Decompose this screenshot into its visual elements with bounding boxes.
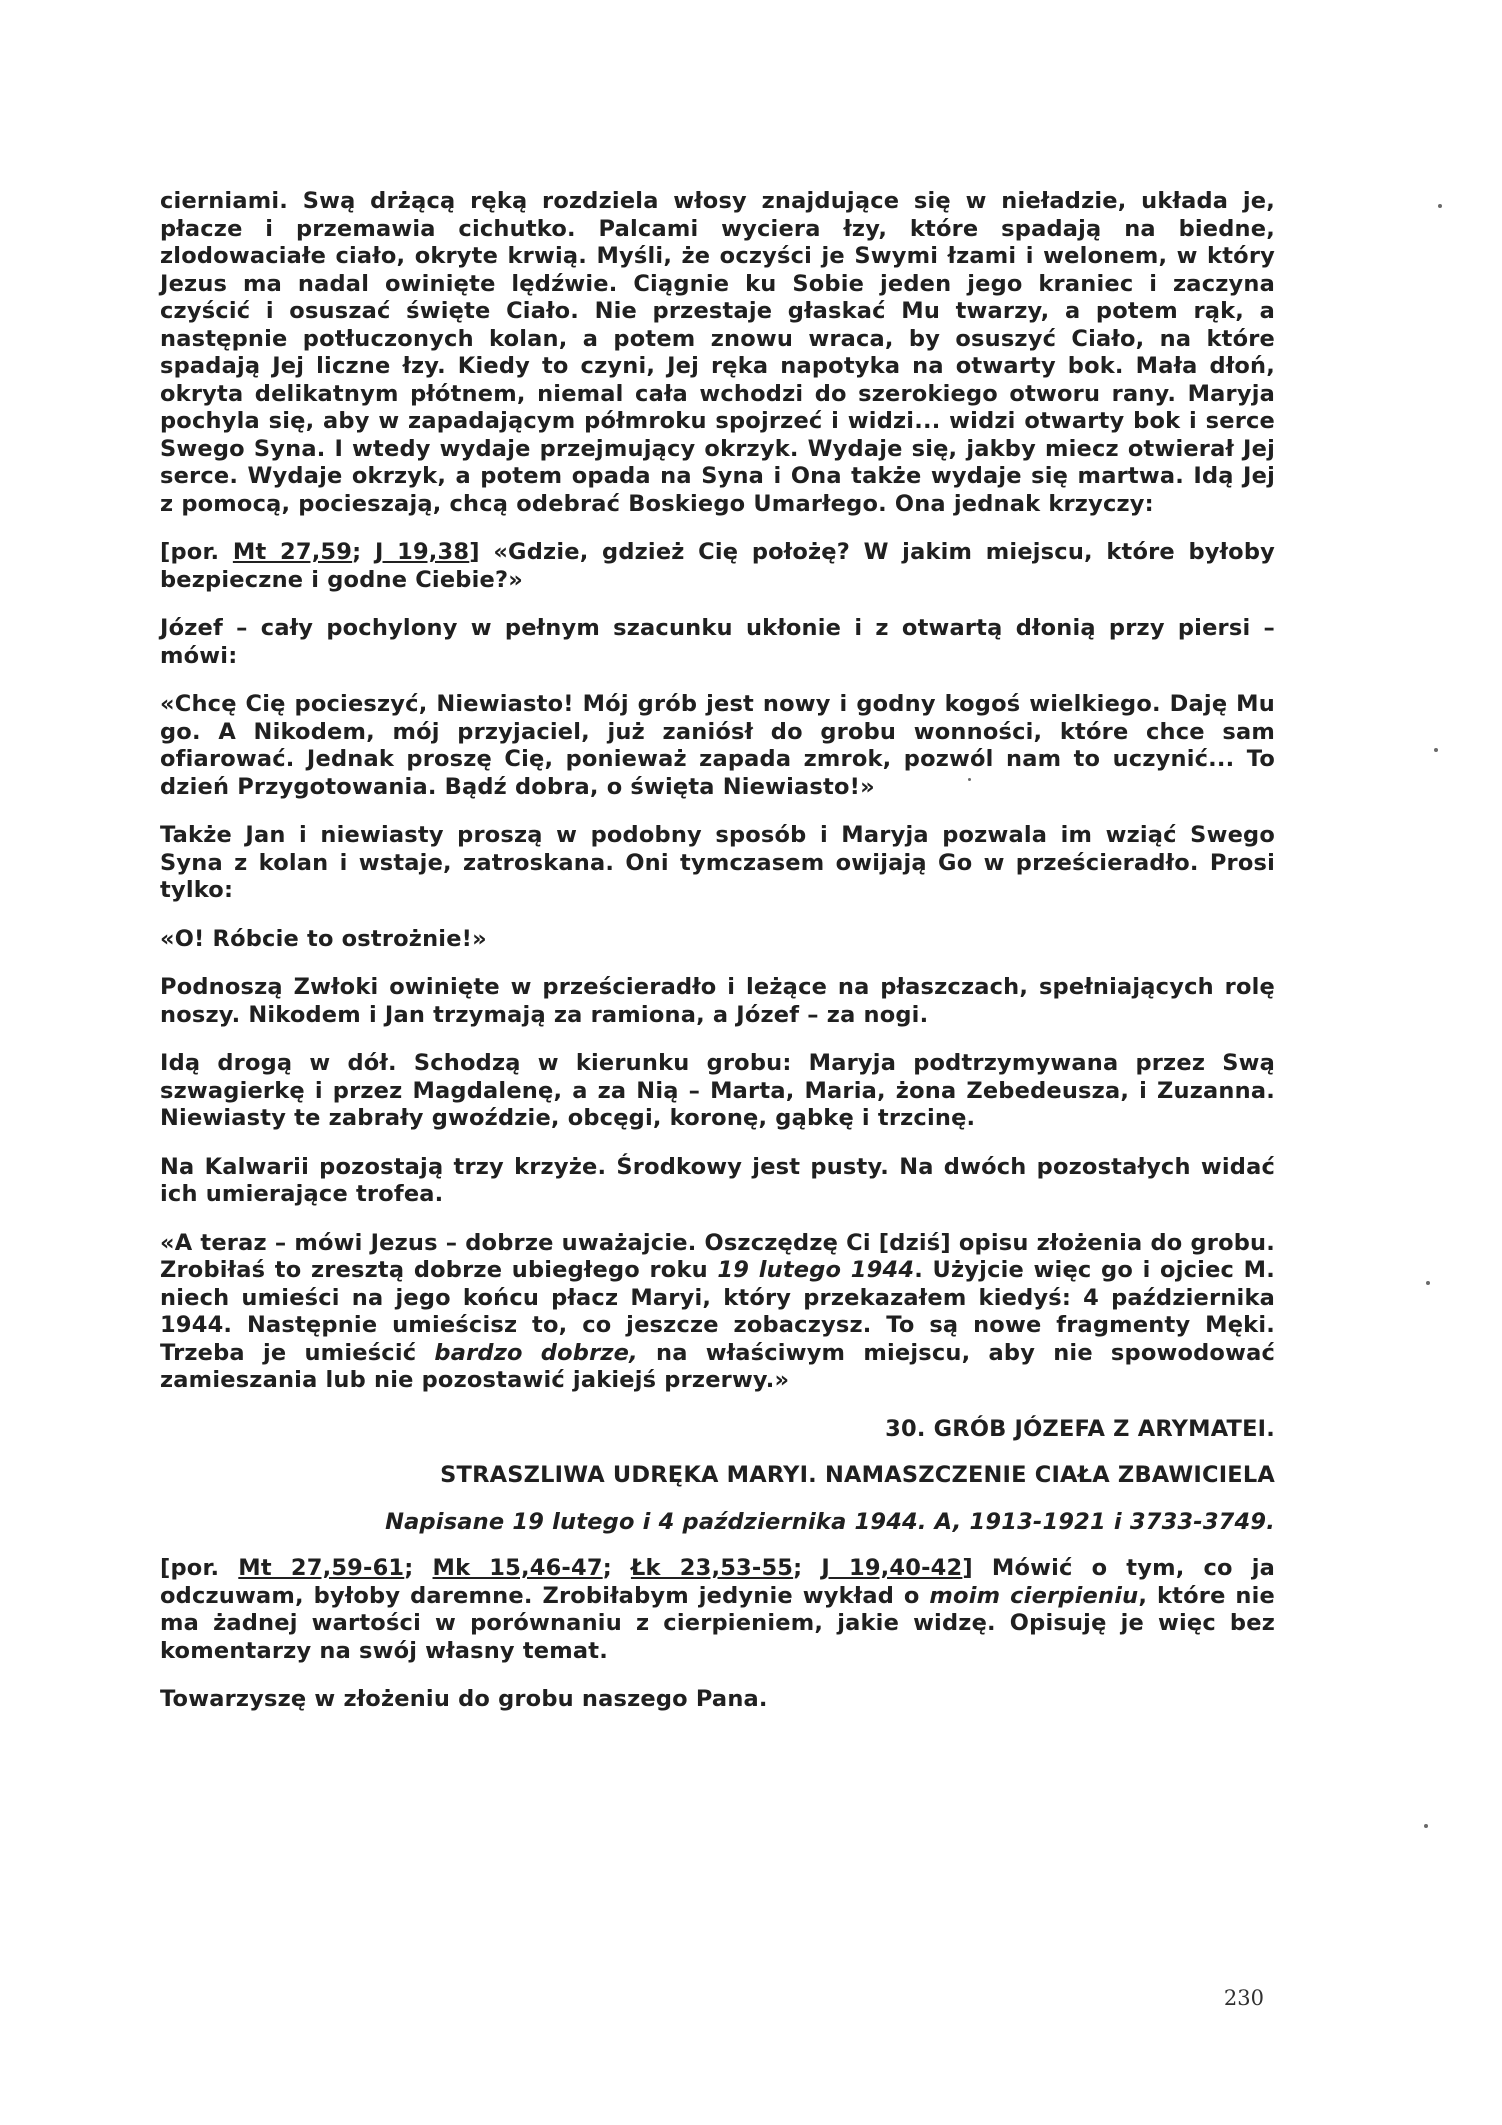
italic-emphasis: 19 lutego 1944 <box>717 1257 915 1283</box>
text-run: , które nie ma żadnej wartości w porównaniu z cierpieniem, jakie widzę. Opisuję je więc bez komentarzy na swój własny temat. <box>160 1582 1275 1664</box>
paragraph <box>160 1154 1275 1209</box>
text-column <box>160 188 1275 1735</box>
body-paragraphs <box>160 188 1275 1395</box>
chapter-title: 30. GRÓB JÓZEFA Z ARYMATEI. <box>885 1415 1275 1442</box>
closing-paragraph <box>160 1686 1275 1714</box>
italic-emphasis: bardzo dobrze, <box>434 1339 638 1366</box>
paragraph <box>160 539 1275 594</box>
closing-paragraph <box>160 1555 1275 1665</box>
scripture-reference: Mt 27,59-61 <box>238 1555 405 1581</box>
chapter-subtitle: STRASZLIWA UDRĘKA MARYI. NAMASZCZENIE CIAŁA ZBAWICIELA <box>440 1462 1275 1488</box>
paragraph <box>160 822 1275 905</box>
scan-speck <box>968 778 971 781</box>
text-run: cierniami. Swą drżącą ręką rozdziela włosy znajdujące się w nieładzie, układa je, płacze i przemawia cichutko. Palcami wyciera łzy, które spadają na biedne, zlodowaciałe ciało, okryte krwią. Myśli, że oczyści je Swymi łzami i welonem, w który Jezus ma nadal owinięte lędźwie. Ciągnie ku Sobie jeden jego kraniec i zaczyna czyścić i osuszać święte Ciało. Nie przestaje głaskać Mu twarzy, a potem rąk, a następnie potłuczonych kolan, a potem znowu wraca, by osuszyć Ciało, na które spadają Jej liczne łzy. Kiedy to czyni, Jej ręka napotyka na otwarty bok. Mała dłoń, okryta delikatnym płótnem, niemal cała wchodzi do szerokiego otworu rany. Maryja pochyla się, aby w zapadającym półmroku spojrzeć i widzi... widzi otwarty bok i serce Swego Syna. I wtedy wydaje przejmujący okrzyk. Wydaje się, jakby miecz otwierał Jej serce. Wydaje okrzyk, a potem opada na Syna i Ona także wydaje się martwa. Idą Jej z pomocą, pocieszają, chcą odebrać Boskiego Umarłego. Ona jednak krzyczy: <box>160 188 1275 517</box>
written-date-note: Napisane 19 lutego i 4 października 1944. A, 1913-1921 i 3733-3749. <box>385 1508 1275 1535</box>
text-run: «Chcę Cię pocieszyć, Niewiasto! Mój grób jest nowy i godny kogoś wielkiego. Daję Mu go. A Nikodem, mój przyjaciel, już zaniósł do grobu wonności, które chce sam ofiarować. Jednak proszę Cię, ponieważ zapada zmrok, pozwól nam to uczynić... To dzień Przygotowania. Bądź dobra, o święta Niewiasto!» <box>160 691 1275 800</box>
scan-speck <box>1424 1824 1428 1828</box>
closing-paragraphs <box>160 1555 1275 1714</box>
text-run: Idą drogą w dół. Schodzą w kierunku grobu: Maryja podtrzymywana przez Swą szwagierkę i przez Magdalenę, a za Nią – Marta, Maria, żona Zebedeusza, i Zuzanna. Niewiasty te zabrały gwoździe, obcęgi, koronę, gąbkę i trzcinę. <box>160 1050 1275 1131</box>
text-run: na właściwym miejscu, aby nie spowodować zamieszania lub nie pozostawić jakiejś przerwy.» <box>160 1339 1275 1393</box>
text-run: ; <box>602 1555 631 1581</box>
scan-speck <box>1426 1281 1430 1285</box>
italic-emphasis: moim cierpieniu <box>929 1582 1139 1609</box>
scripture-reference: J 19,38 <box>374 539 470 565</box>
text-run: Józef – cały pochylony w pełnym szacunku ukłonie i z otwartą dłonią przy piersi – mówi: <box>160 615 1275 669</box>
paragraph <box>160 926 1275 954</box>
text-run: «A teraz – mówi Jezus – dobrze uważajcie. Oszczędzę Ci [dziś] opisu złożenia do grobu. Zrobiłaś to zresztą dobrze ubiegłego roku <box>160 1229 1275 1283</box>
scripture-reference: Mt 27,59 <box>232 539 353 565</box>
text-run: ] Mówić o tym, co ja odczuwam, byłoby daremne. Zrobiłabym jedynie wykład o <box>160 1555 1275 1609</box>
text-run: Także Jan i niewiasty proszą w podobny sposób i Maryja pozwala im wziąć Swego Syna z kolan i wstaje, zatroskana. Oni tymczasem owijają Go w prześcieradło. Prosi tylko: <box>160 822 1275 903</box>
text-run: ; <box>352 539 375 565</box>
page-number: 230 <box>1223 1986 1264 2010</box>
text-run: Na Kalwarii pozostają trzy krzyże. Środkowy jest pusty. Na dwóch pozostałych widać ich umierające trofea. <box>160 1153 1275 1207</box>
scripture-reference: Mk 15,46-47 <box>432 1555 603 1581</box>
text-run: Podnoszą Zwłoki owinięte w prześcieradło i leżące na płaszczach, spełniających rolę noszy. Nikodem i Jan trzymają za ramiona, a Józef – za nogi. <box>160 974 1275 1028</box>
paragraph <box>160 691 1275 801</box>
paragraph <box>160 974 1275 1029</box>
text-run: ] «Gdzie, gdzież Cię położę? W jakim miejscu, które byłoby bezpieczne i godne Ciebie?» <box>160 539 1276 593</box>
text-run: [por. <box>160 1555 239 1581</box>
text-run: ; <box>793 1555 822 1581</box>
paragraph <box>160 1050 1275 1133</box>
text-run: Towarzyszę w złożeniu do grobu naszego Pana. <box>160 1686 768 1712</box>
text-run: [por. <box>160 539 233 565</box>
text-run: . Użyjcie więc go i ojciec M. niech umieści na jego końcu płacz Maryi, który przekazałem kiedyś: 4 października 1944. Następnie umieścisz to, co jeszcze zobaczysz. To są nowe fragmenty Męki. Trzeba je umieścić <box>160 1257 1275 1366</box>
scan-speck <box>1438 204 1442 208</box>
paragraph <box>160 1230 1275 1395</box>
scripture-reference: J 19,40-42 <box>821 1555 963 1581</box>
scripture-reference: Łk 23,53-55 <box>630 1555 794 1581</box>
scan-speck <box>1434 748 1438 752</box>
paragraph <box>160 615 1275 670</box>
text-run: «O! Róbcie to ostrożnie!» <box>160 925 487 952</box>
paragraph <box>160 188 1275 518</box>
text-run: ; <box>404 1555 433 1581</box>
